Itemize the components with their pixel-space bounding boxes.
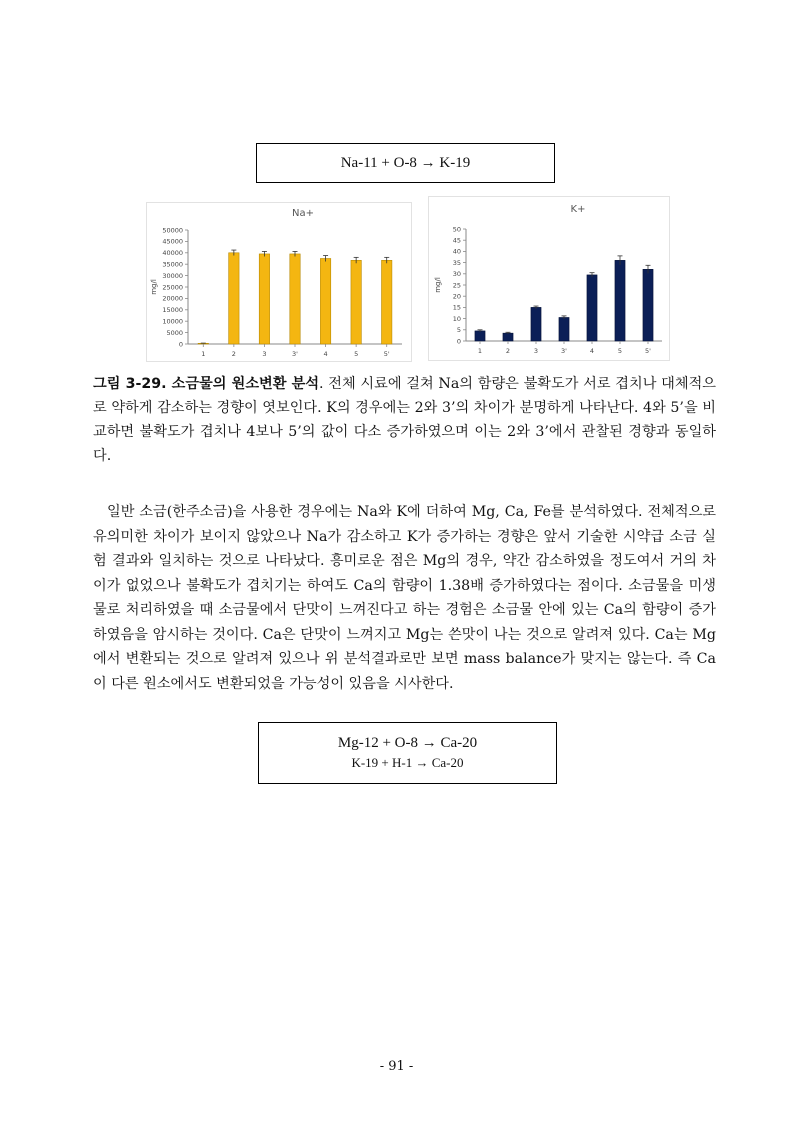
na-y-tick-label: 10000	[162, 317, 183, 326]
na-y-tick-label: 0	[178, 340, 183, 349]
na-bar-chart	[146, 202, 412, 362]
k-y-tick-label: 0	[456, 337, 461, 346]
na-bar-3	[259, 254, 269, 344]
k-y-tick-label: 40	[452, 247, 461, 256]
na-x-tick-label: 4	[323, 350, 328, 358]
k-x-tick-label: 5'	[645, 347, 651, 355]
k-bar-1	[475, 331, 485, 341]
na-y-tick-label: 50000	[162, 226, 183, 235]
k-x-tick-label: 3	[533, 347, 539, 355]
figure-caption	[93, 372, 716, 468]
k-y-tick-label: 30	[452, 270, 461, 279]
na-y-tick-label: 40000	[162, 249, 183, 258]
na-bar-6	[351, 260, 361, 344]
equation-na-to-k: Na-11 + O-8 → K-19	[340, 155, 471, 171]
k-bar-2	[503, 333, 513, 341]
na-x-tick-label: 1	[201, 350, 206, 358]
na-x-tick-label: 3'	[292, 350, 298, 358]
k-y-tick-label: 25	[452, 281, 461, 290]
k-y-tick-label: 5	[456, 326, 461, 335]
k-bar-3	[531, 307, 541, 341]
na-y-tick-label: 35000	[162, 260, 183, 269]
k-bar-4	[559, 317, 569, 341]
k-bar-5	[587, 275, 597, 341]
k-bar-chart	[428, 196, 670, 361]
k-x-tick-label: 4	[589, 347, 595, 355]
na-y-tick-label: 5000	[166, 328, 183, 337]
k-x-tick-label: 1	[477, 347, 483, 355]
equation-mg-to-ca: Mg-12 + O-8 → Ca-20	[337, 735, 478, 751]
k-bar-6	[615, 260, 625, 341]
na-bar-4	[290, 254, 300, 344]
equation-box-ca	[258, 722, 557, 784]
na-x-tick-label: 5'	[383, 350, 390, 358]
na-y-tick-label: 30000	[162, 271, 183, 280]
na-y-axis-label: mg/l	[150, 279, 158, 295]
na-bar-2	[229, 253, 239, 344]
na-x-tick-label: 2	[231, 350, 236, 358]
na-y-tick-label: 20000	[162, 294, 183, 303]
k-y-tick-label: 35	[452, 258, 461, 267]
na-bar-5	[320, 259, 330, 345]
k-x-tick-label: 2	[505, 347, 511, 355]
na-y-tick-label: 25000	[162, 283, 183, 292]
na-bar-7	[382, 260, 392, 344]
na-x-tick-label: 5	[354, 350, 359, 358]
equation-box-na-k	[256, 143, 555, 183]
na-y-tick-label: 45000	[162, 237, 183, 246]
k-chart-title: K+	[570, 204, 586, 215]
page-number: - 91 -	[379, 1059, 414, 1074]
body-paragraph: 일반 소금(한주소금)을 사용한 경우에는 Na와 K에 더하여 Mg, Ca, Fe를 분석하였다. 전체적으로 유의미한 차이가 보이지 않았으나 Na가 감소하고 K가 증가하는 경향은 앞서 기술한 시약급 소금 실험 결과와 일치하는 것으로 나타났다. 흥미로운 점은 Mg의 경우, 약간 감소하였을 정도여서 거의 차이가 없었으나 불확도가 겹치기는 하여도 Ca의 함량이 1.38배 증가하였다는 점이다. 소금물을 미생물로 처리하였을 때 소금물에서 단맛이 느껴진다고 하는 경험은 소금물 안에 있는 Ca의 함량이 증가하였음을 암시하는 것이다. Ca은 단맛이 느껴지고 Mg는 쓴맛이 나는 것으로 알려져 있다. Ca는 Mg에서 변환되는 것으로 알려져 있으나 위 분석결과로만 보면 mass balance가 맞지는 않는다. 즉 Ca이 다른 원소에서도 변환되었을 가능성이 있음을 시사한다.	[93, 504, 716, 692]
figure-caption-text: . 전체 시료에 걸쳐 Na의 함량은 불확도가 서로 겹치나 대체적으로 약하게 감소하는 경향이 엿보인다. K의 경우에는 2와 3’의 차이가 분명하게 나타난다. 4와 5’을 비교하면 불확도가 겹치나 4보나 5’의 값이 다소 증가하였으며 이는 2와 3’에서 관찰된 경향과 동일하다.	[93, 376, 716, 464]
na-chart-title: Na+	[292, 208, 314, 219]
figure-caption-label: 그림 3-29. 소금물의 원소변환 분석	[93, 376, 320, 392]
na-x-tick-label: 3	[262, 350, 267, 358]
na-y-tick-label: 15000	[162, 306, 183, 315]
k-x-tick-label: 3'	[561, 347, 567, 355]
k-x-tick-label: 5	[617, 347, 623, 355]
k-y-tick-label: 50	[452, 225, 461, 234]
equation-k-to-ca: K-19 + H-1 → Ca-20	[351, 755, 464, 770]
k-y-tick-label: 45	[452, 236, 461, 245]
k-bar-7	[643, 269, 653, 341]
k-y-tick-label: 20	[452, 292, 461, 301]
k-y-tick-label: 10	[452, 314, 461, 323]
k-y-tick-label: 15	[452, 303, 461, 312]
k-y-axis-label: mg/l	[434, 277, 442, 293]
